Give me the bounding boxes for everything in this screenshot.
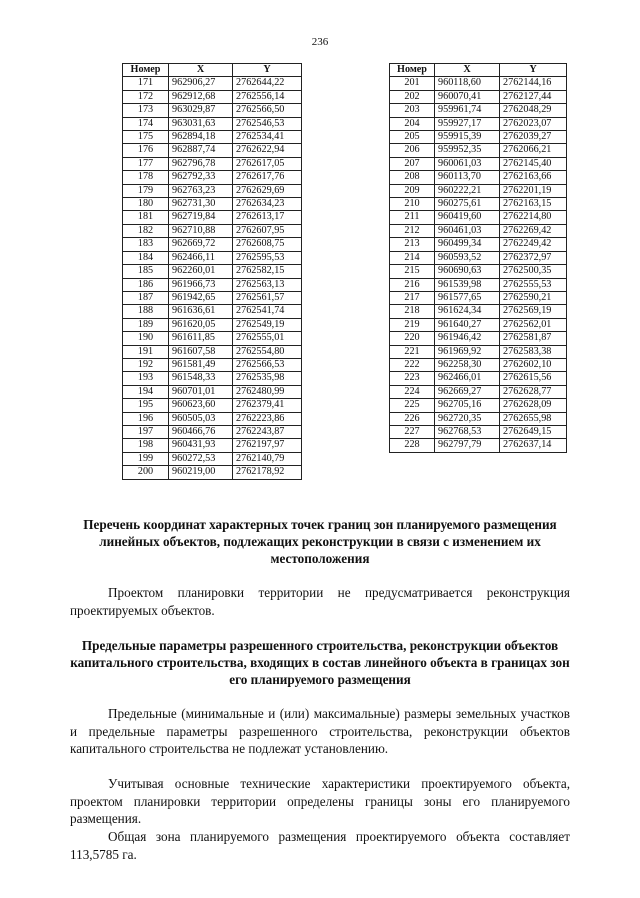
cell-number: 209 bbox=[390, 184, 435, 197]
cell-y: 2762590,21 bbox=[500, 291, 567, 304]
column-header-y: Y bbox=[233, 64, 302, 77]
cell-number: 217 bbox=[390, 291, 435, 304]
cell-y: 2762269,42 bbox=[500, 224, 567, 237]
paragraph-limits: Предельные (минимальные и (или) максимальные) размеры земельных участков и предельные параметры разрешенного строительства, реконструкции объектов капитального строительства не подлежат установлению. bbox=[70, 706, 570, 756]
table-row bbox=[123, 399, 302, 412]
cell-y: 2762595,53 bbox=[233, 251, 302, 264]
cell-x: 962796,78 bbox=[169, 157, 233, 170]
cell-number: 213 bbox=[390, 238, 435, 251]
table-row bbox=[390, 144, 567, 157]
cell-x: 960275,61 bbox=[435, 198, 500, 211]
cell-x: 960070,41 bbox=[435, 90, 500, 103]
table-row bbox=[123, 425, 302, 438]
table-row bbox=[390, 157, 567, 170]
table-row bbox=[123, 265, 302, 278]
cell-y: 2762546,53 bbox=[233, 117, 302, 130]
table-row bbox=[123, 77, 302, 90]
cell-x: 962466,01 bbox=[435, 372, 500, 385]
cell-x: 961539,98 bbox=[435, 278, 500, 291]
table-header-row bbox=[390, 64, 567, 77]
cell-number: 187 bbox=[123, 291, 169, 304]
cell-number: 194 bbox=[123, 385, 169, 398]
cell-number: 218 bbox=[390, 305, 435, 318]
cell-number: 182 bbox=[123, 224, 169, 237]
cell-x: 962710,88 bbox=[169, 224, 233, 237]
cell-x: 962797,79 bbox=[435, 439, 500, 452]
cell-x: 960118,60 bbox=[435, 77, 500, 90]
cell-number: 225 bbox=[390, 399, 435, 412]
cell-y: 2762140,79 bbox=[233, 452, 302, 465]
cell-y: 2762500,35 bbox=[500, 265, 567, 278]
cell-number: 185 bbox=[123, 265, 169, 278]
table-row bbox=[123, 412, 302, 425]
table-row bbox=[123, 184, 302, 197]
cell-number: 191 bbox=[123, 345, 169, 358]
cell-number: 202 bbox=[390, 90, 435, 103]
table-row bbox=[390, 358, 567, 371]
cell-y: 2762555,01 bbox=[233, 332, 302, 345]
cell-number: 201 bbox=[390, 77, 435, 90]
cell-y: 2762372,97 bbox=[500, 251, 567, 264]
cell-number: 186 bbox=[123, 278, 169, 291]
table-row bbox=[390, 184, 567, 197]
cell-number: 203 bbox=[390, 104, 435, 117]
cell-number: 228 bbox=[390, 439, 435, 452]
cell-y: 2762249,42 bbox=[500, 238, 567, 251]
cell-y: 2762622,94 bbox=[233, 144, 302, 157]
table-row bbox=[390, 117, 567, 130]
cell-y: 2762566,53 bbox=[233, 358, 302, 371]
cell-y: 2762197,97 bbox=[233, 439, 302, 452]
cell-x: 960061,03 bbox=[435, 157, 500, 170]
cell-y: 2762582,15 bbox=[233, 265, 302, 278]
table-row bbox=[390, 291, 567, 304]
table-row bbox=[123, 318, 302, 331]
cell-number: 208 bbox=[390, 171, 435, 184]
cell-x: 962792,33 bbox=[169, 171, 233, 184]
table-row bbox=[390, 224, 567, 237]
table-row bbox=[123, 90, 302, 103]
cell-y: 2762163,66 bbox=[500, 171, 567, 184]
cell-x: 961969,92 bbox=[435, 345, 500, 358]
table-row bbox=[123, 385, 302, 398]
cell-x: 962906,27 bbox=[169, 77, 233, 90]
cell-x: 962887,74 bbox=[169, 144, 233, 157]
column-header-y: Y bbox=[500, 64, 567, 77]
table-row bbox=[123, 171, 302, 184]
cell-number: 224 bbox=[390, 385, 435, 398]
cell-number: 219 bbox=[390, 318, 435, 331]
cell-x: 961620,05 bbox=[169, 318, 233, 331]
cell-y: 2762127,44 bbox=[500, 90, 567, 103]
table-row bbox=[390, 238, 567, 251]
table-row bbox=[123, 291, 302, 304]
cell-x: 959952,35 bbox=[435, 144, 500, 157]
cell-x: 960499,34 bbox=[435, 238, 500, 251]
cell-y: 2762145,40 bbox=[500, 157, 567, 170]
cell-number: 176 bbox=[123, 144, 169, 157]
table-row bbox=[390, 332, 567, 345]
cell-x: 959915,39 bbox=[435, 131, 500, 144]
cell-number: 212 bbox=[390, 224, 435, 237]
cell-number: 188 bbox=[123, 305, 169, 318]
cell-y: 2762563,13 bbox=[233, 278, 302, 291]
cell-x: 960431,93 bbox=[169, 439, 233, 452]
cell-x: 960690,63 bbox=[435, 265, 500, 278]
cell-number: 189 bbox=[123, 318, 169, 331]
table-row bbox=[390, 90, 567, 103]
cell-x: 960623,60 bbox=[169, 399, 233, 412]
cell-y: 2762541,74 bbox=[233, 305, 302, 318]
cell-y: 2762549,19 bbox=[233, 318, 302, 331]
table-row bbox=[123, 224, 302, 237]
cell-y: 2762379,41 bbox=[233, 399, 302, 412]
cell-number: 190 bbox=[123, 332, 169, 345]
cell-y: 2762649,15 bbox=[500, 425, 567, 438]
cell-y: 2762023,07 bbox=[500, 117, 567, 130]
table-row bbox=[123, 332, 302, 345]
cell-x: 960219,00 bbox=[169, 466, 233, 479]
cell-number: 173 bbox=[123, 104, 169, 117]
cell-y: 2762607,95 bbox=[233, 224, 302, 237]
cell-x: 960222,21 bbox=[435, 184, 500, 197]
cell-y: 2762048,29 bbox=[500, 104, 567, 117]
table-row bbox=[123, 278, 302, 291]
cell-number: 204 bbox=[390, 117, 435, 130]
cell-number: 214 bbox=[390, 251, 435, 264]
table-row bbox=[390, 278, 567, 291]
table-row bbox=[123, 104, 302, 117]
cell-y: 2762243,87 bbox=[233, 425, 302, 438]
cell-number: 226 bbox=[390, 412, 435, 425]
table-row bbox=[123, 144, 302, 157]
cell-number: 177 bbox=[123, 157, 169, 170]
cell-number: 184 bbox=[123, 251, 169, 264]
cell-x: 963029,87 bbox=[169, 104, 233, 117]
cell-y: 2762535,98 bbox=[233, 372, 302, 385]
cell-x: 962258,30 bbox=[435, 358, 500, 371]
table-row bbox=[123, 131, 302, 144]
cell-y: 2762628,77 bbox=[500, 385, 567, 398]
cell-y: 2762644,22 bbox=[233, 77, 302, 90]
cell-y: 2762583,38 bbox=[500, 345, 567, 358]
table-row bbox=[123, 198, 302, 211]
cell-number: 200 bbox=[123, 466, 169, 479]
cell-y: 2762613,17 bbox=[233, 211, 302, 224]
cell-x: 962763,23 bbox=[169, 184, 233, 197]
cell-x: 961942,65 bbox=[169, 291, 233, 304]
cell-number: 178 bbox=[123, 171, 169, 184]
cell-y: 2762201,19 bbox=[500, 184, 567, 197]
cell-x: 962260,01 bbox=[169, 265, 233, 278]
cell-x: 961966,73 bbox=[169, 278, 233, 291]
table-row bbox=[390, 318, 567, 331]
table-row bbox=[390, 198, 567, 211]
cell-number: 216 bbox=[390, 278, 435, 291]
table-row bbox=[123, 372, 302, 385]
cell-x: 961611,85 bbox=[169, 332, 233, 345]
table-row bbox=[123, 305, 302, 318]
cell-x: 962768,53 bbox=[435, 425, 500, 438]
column-header-x: X bbox=[435, 64, 500, 77]
cell-x: 961624,34 bbox=[435, 305, 500, 318]
table-row bbox=[123, 238, 302, 251]
cell-y: 2762566,50 bbox=[233, 104, 302, 117]
table-row bbox=[390, 211, 567, 224]
table-row bbox=[123, 452, 302, 465]
cell-x: 960113,70 bbox=[435, 171, 500, 184]
cell-number: 192 bbox=[123, 358, 169, 371]
cell-number: 221 bbox=[390, 345, 435, 358]
cell-x: 962894,18 bbox=[169, 131, 233, 144]
cell-number: 180 bbox=[123, 198, 169, 211]
cell-x: 962669,72 bbox=[169, 238, 233, 251]
cell-y: 2762655,98 bbox=[500, 412, 567, 425]
cell-y: 2762561,57 bbox=[233, 291, 302, 304]
cell-number: 195 bbox=[123, 399, 169, 412]
cell-x: 962669,27 bbox=[435, 385, 500, 398]
cell-y: 2762629,69 bbox=[233, 184, 302, 197]
table-row bbox=[390, 104, 567, 117]
paragraph-total-area: Общая зона планируемого размещения проектируемого объекта составляет 113,5785 га. bbox=[70, 829, 570, 862]
cell-x: 959961,74 bbox=[435, 104, 500, 117]
table-row bbox=[390, 265, 567, 278]
cell-x: 961607,58 bbox=[169, 345, 233, 358]
cell-y: 2762608,75 bbox=[233, 238, 302, 251]
cell-number: 198 bbox=[123, 439, 169, 452]
cell-x: 959927,17 bbox=[435, 117, 500, 130]
cell-number: 196 bbox=[123, 412, 169, 425]
cell-y: 2762562,01 bbox=[500, 318, 567, 331]
cell-x: 962912,68 bbox=[169, 90, 233, 103]
table-row bbox=[390, 399, 567, 412]
table-row bbox=[390, 131, 567, 144]
cell-x: 960505,03 bbox=[169, 412, 233, 425]
cell-x: 962731,30 bbox=[169, 198, 233, 211]
cell-x: 961577,65 bbox=[435, 291, 500, 304]
cell-y: 2762634,23 bbox=[233, 198, 302, 211]
cell-number: 174 bbox=[123, 117, 169, 130]
cell-number: 211 bbox=[390, 211, 435, 224]
table-row bbox=[123, 345, 302, 358]
cell-y: 2762556,14 bbox=[233, 90, 302, 103]
cell-number: 210 bbox=[390, 198, 435, 211]
table-row bbox=[123, 358, 302, 371]
table-row bbox=[390, 251, 567, 264]
cell-x: 961946,42 bbox=[435, 332, 500, 345]
cell-x: 960593,52 bbox=[435, 251, 500, 264]
cell-number: 227 bbox=[390, 425, 435, 438]
cell-number: 197 bbox=[123, 425, 169, 438]
table-row bbox=[390, 425, 567, 438]
cell-x: 960701,01 bbox=[169, 385, 233, 398]
section-heading-parameters: Предельные параметры разрешенного строительства, реконструкции объектов капитального строительства, входящих в состав линейного объекта в границах зон его планируемого размещения bbox=[70, 638, 570, 687]
table-row bbox=[390, 77, 567, 90]
cell-x: 960272,53 bbox=[169, 452, 233, 465]
table-row bbox=[123, 466, 302, 479]
column-header-number: Номер bbox=[390, 64, 435, 77]
coordinates-table-right bbox=[389, 63, 567, 453]
cell-y: 2762223,86 bbox=[233, 412, 302, 425]
table-row bbox=[390, 171, 567, 184]
paragraph-characteristics: Учитывая основные технические характеристики проектируемого объекта, проектом планировки территории определены границы зоны его планируемого размещения. bbox=[70, 776, 570, 826]
table-row bbox=[390, 372, 567, 385]
cell-x: 961640,27 bbox=[435, 318, 500, 331]
cell-x: 960419,60 bbox=[435, 211, 500, 224]
paragraph-reconstruction: Проектом планировки территории не предусматривается реконструкция проектируемых объектов. bbox=[70, 585, 570, 618]
table-row bbox=[390, 345, 567, 358]
cell-x: 961548,33 bbox=[169, 372, 233, 385]
cell-y: 2762637,14 bbox=[500, 439, 567, 452]
table-row bbox=[123, 251, 302, 264]
table-row bbox=[123, 117, 302, 130]
cell-number: 183 bbox=[123, 238, 169, 251]
cell-number: 215 bbox=[390, 265, 435, 278]
section-heading-coordinates: Перечень координат характерных точек границ зон планируемого размещения линейных объектов, подлежащих реконструкции в связи с изменением их местоположения bbox=[83, 517, 557, 566]
cell-number: 207 bbox=[390, 157, 435, 170]
cell-x: 962719,84 bbox=[169, 211, 233, 224]
cell-number: 205 bbox=[390, 131, 435, 144]
table-row bbox=[123, 211, 302, 224]
cell-y: 2762163,15 bbox=[500, 198, 567, 211]
cell-number: 199 bbox=[123, 452, 169, 465]
cell-x: 961581,49 bbox=[169, 358, 233, 371]
cell-y: 2762144,16 bbox=[500, 77, 567, 90]
cell-number: 193 bbox=[123, 372, 169, 385]
cell-y: 2762602,10 bbox=[500, 358, 567, 371]
cell-number: 206 bbox=[390, 144, 435, 157]
cell-y: 2762581,87 bbox=[500, 332, 567, 345]
cell-number: 181 bbox=[123, 211, 169, 224]
cell-y: 2762178,92 bbox=[233, 466, 302, 479]
cell-number: 171 bbox=[123, 77, 169, 90]
table-header-row bbox=[123, 64, 302, 77]
cell-x: 962466,11 bbox=[169, 251, 233, 264]
cell-x: 961636,61 bbox=[169, 305, 233, 318]
cell-y: 2762534,41 bbox=[233, 131, 302, 144]
cell-number: 172 bbox=[123, 90, 169, 103]
cell-y: 2762214,80 bbox=[500, 211, 567, 224]
column-header-x: X bbox=[169, 64, 233, 77]
cell-x: 960466,76 bbox=[169, 425, 233, 438]
table-row bbox=[390, 412, 567, 425]
cell-y: 2762617,05 bbox=[233, 157, 302, 170]
table-row bbox=[123, 439, 302, 452]
coordinates-table-left bbox=[122, 63, 302, 480]
cell-y: 2762554,80 bbox=[233, 345, 302, 358]
cell-y: 2762615,56 bbox=[500, 372, 567, 385]
cell-y: 2762617,76 bbox=[233, 171, 302, 184]
cell-number: 223 bbox=[390, 372, 435, 385]
cell-y: 2762480,99 bbox=[233, 385, 302, 398]
cell-number: 175 bbox=[123, 131, 169, 144]
cell-y: 2762066,21 bbox=[500, 144, 567, 157]
cell-x: 962720,35 bbox=[435, 412, 500, 425]
cell-y: 2762569,19 bbox=[500, 305, 567, 318]
cell-x: 963031,63 bbox=[169, 117, 233, 130]
cell-number: 179 bbox=[123, 184, 169, 197]
cell-y: 2762628,09 bbox=[500, 399, 567, 412]
table-row bbox=[123, 157, 302, 170]
cell-y: 2762555,53 bbox=[500, 278, 567, 291]
table-row bbox=[390, 385, 567, 398]
table-row bbox=[390, 305, 567, 318]
cell-number: 222 bbox=[390, 358, 435, 371]
cell-number: 220 bbox=[390, 332, 435, 345]
table-row bbox=[390, 439, 567, 452]
column-header-number: Номер bbox=[123, 64, 169, 77]
page-number: 236 bbox=[311, 36, 329, 48]
cell-y: 2762039,27 bbox=[500, 131, 567, 144]
cell-x: 962705,16 bbox=[435, 399, 500, 412]
cell-x: 960461,03 bbox=[435, 224, 500, 237]
